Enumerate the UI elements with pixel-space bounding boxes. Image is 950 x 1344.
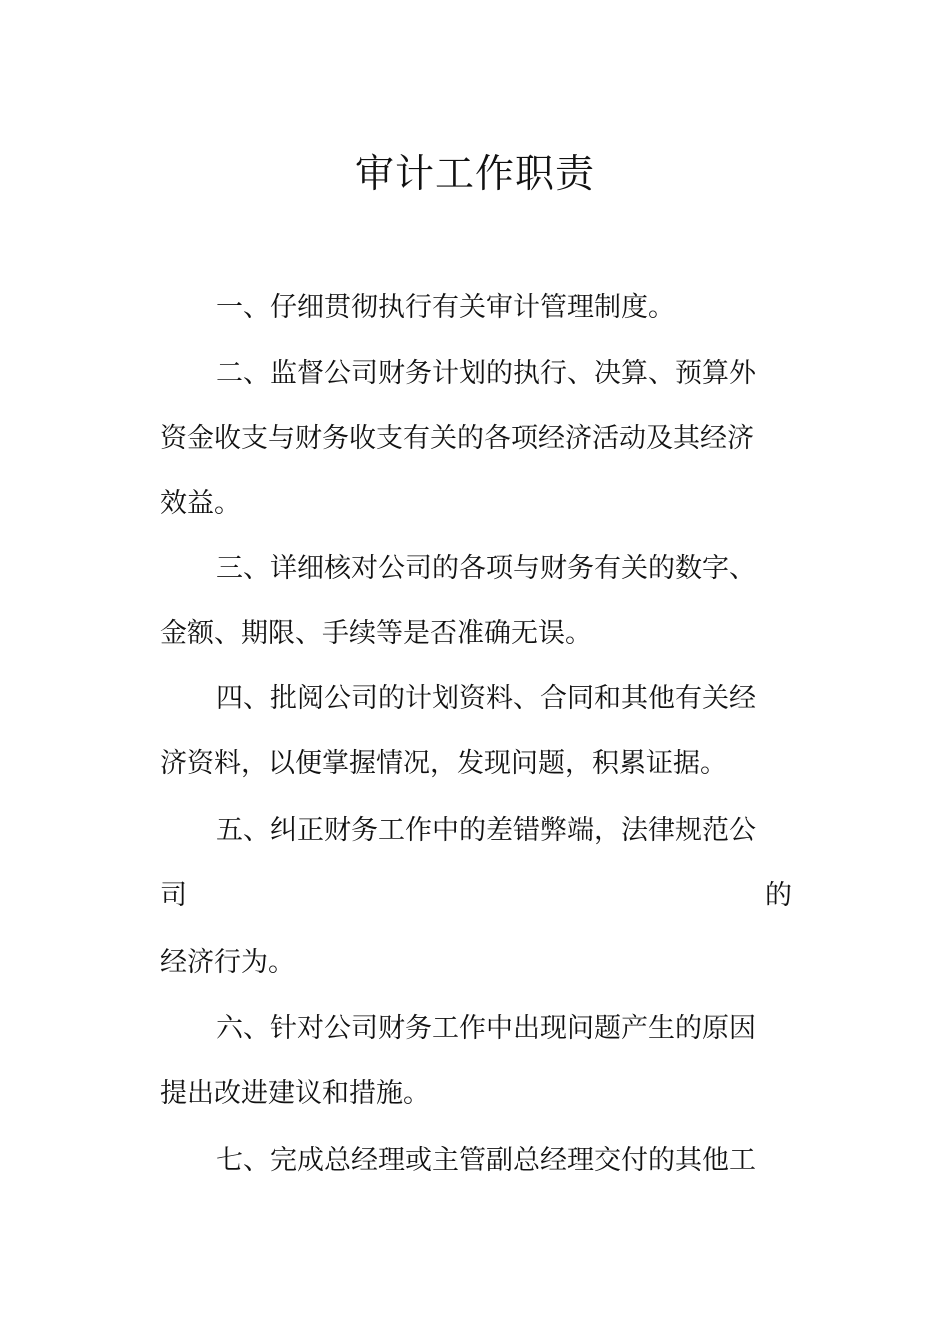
paragraph-line: 金额、期限、手续等是否准确无误。: [160, 618, 592, 649]
paragraph-line: 五、纠正财务工作中的差错弊端，法律规范公: [216, 815, 756, 846]
paragraph-line: 一、仔细贯彻执行有关审计管理制度。: [216, 292, 675, 323]
paragraph-line: 二、监督公司财务计划的执行、决算、预算外: [216, 358, 756, 389]
split-line-right: 的: [765, 880, 792, 911]
justified-split-line: [160, 876, 792, 916]
paragraph-line: 经济行为。: [160, 947, 295, 978]
paragraph-line: 六、针对公司财务工作中出现问题产生的原因: [216, 1013, 756, 1044]
paragraph-line: 提出改进建议和措施。: [160, 1078, 430, 1109]
paragraph-line: 效益。: [160, 488, 241, 519]
paragraph-line: 资金收支与财务收支有关的各项经济活动及其经济: [160, 423, 754, 454]
split-line-left: 司: [160, 880, 187, 911]
paragraph-line: 济资料，以便掌握情况，发现问题，积累证据。: [160, 748, 727, 779]
paragraph-line: 三、详细核对公司的各项与财务有关的数字、: [216, 553, 756, 584]
document-title: 审计工作职责: [354, 152, 595, 197]
paragraph-line: 四、批阅公司的计划资料、合同和其他有关经: [216, 683, 756, 714]
paragraph-line: 七、完成总经理或主管副总经理交付的其他工: [216, 1145, 756, 1176]
